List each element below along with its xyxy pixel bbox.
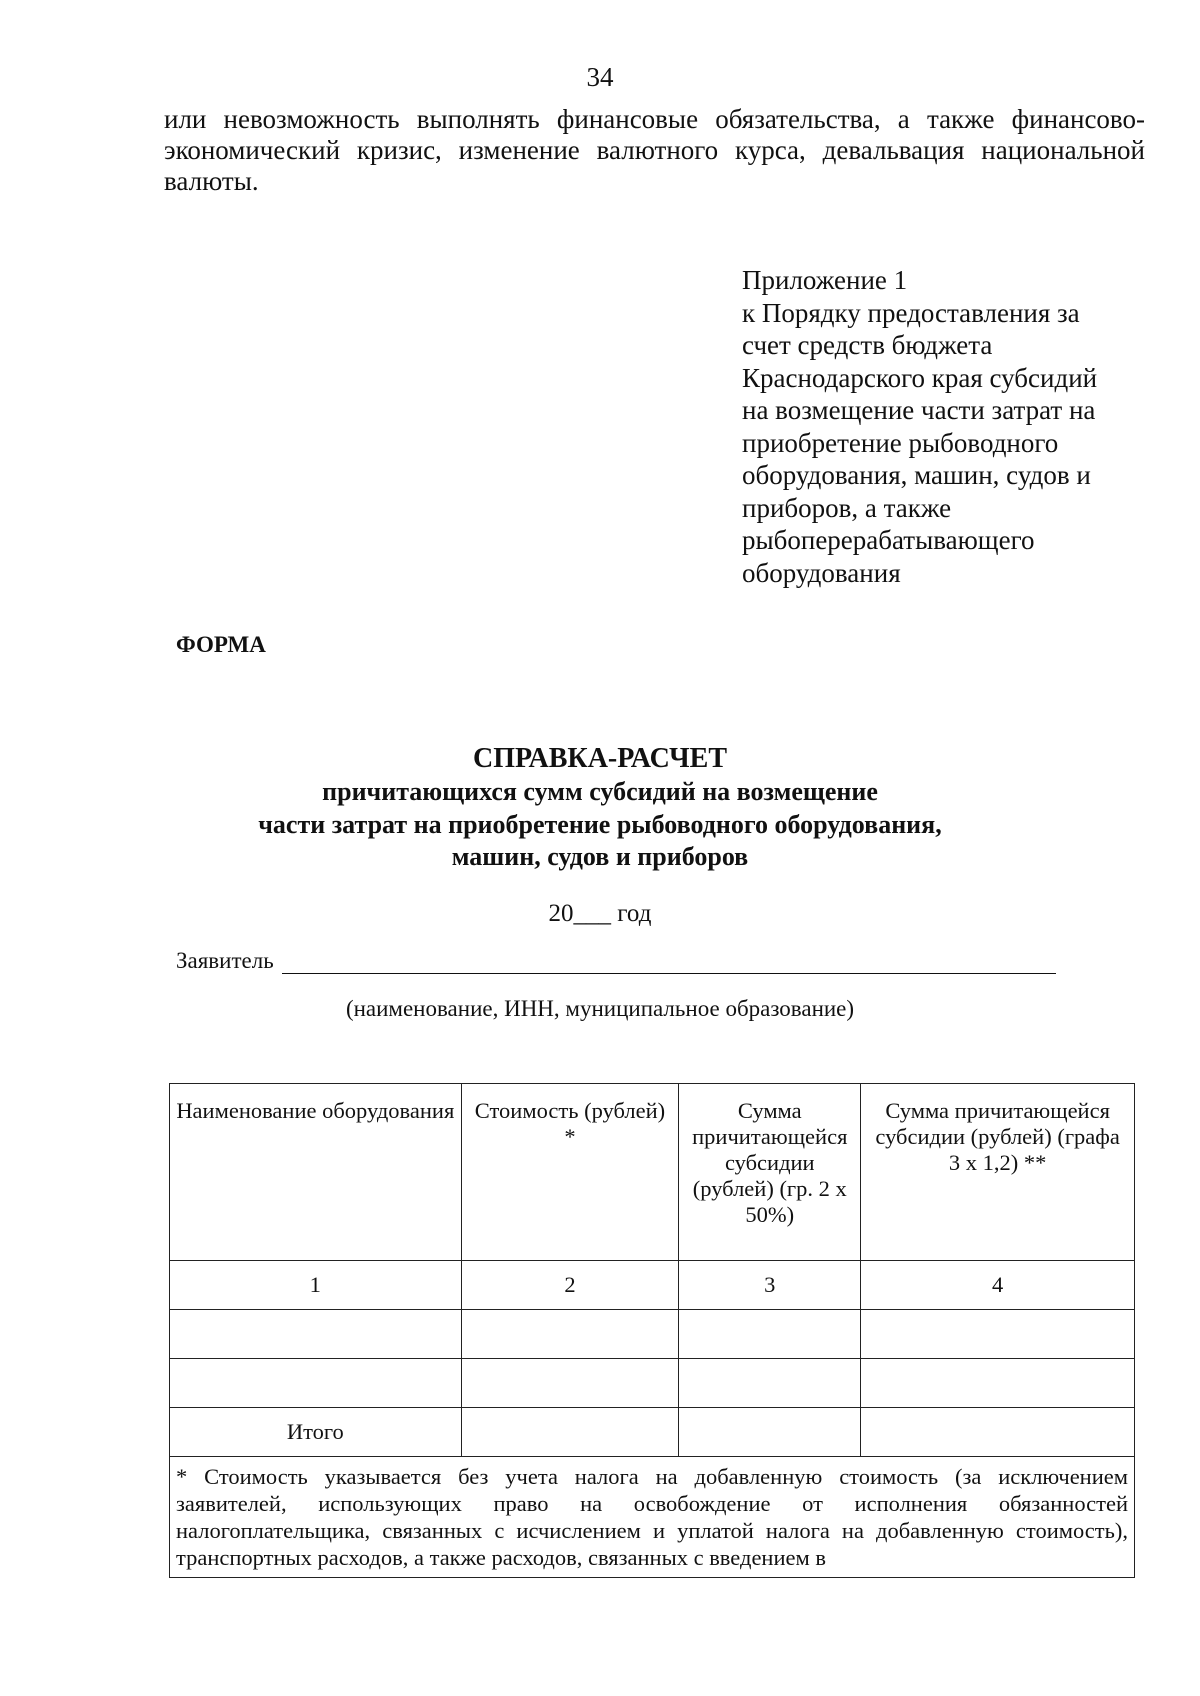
table-row [170, 1310, 1135, 1359]
subtitle-line: машин, судов и приборов [451, 842, 749, 871]
appendix-line: приобретение рыбоводного [742, 427, 1059, 458]
appendix-line: приборов, а также [742, 492, 952, 523]
table-cell[interactable] [861, 1310, 1135, 1359]
table-cell[interactable] [170, 1359, 462, 1408]
table-cell[interactable] [861, 1408, 1135, 1457]
table-cell[interactable] [679, 1310, 861, 1359]
table-header-row [170, 1084, 1135, 1261]
year-line: 20___ год [548, 900, 652, 927]
applicant-row [176, 948, 1056, 974]
appendix-line: оборудования, машин, судов и [742, 460, 1091, 490]
header-subsidy-50: Сумма причитающейся субсидии (рублей) (гр. 2 х 50%) [679, 1084, 861, 1261]
page-number: 34 [586, 62, 614, 92]
total-label: Итого [170, 1408, 462, 1457]
column-number: 3 [679, 1261, 861, 1310]
appendix-line: рыбоперерабатывающего [742, 525, 1035, 555]
appendix-line: счет средств бюджета [742, 330, 993, 360]
appendix-line: Краснодарского края субсидий [742, 362, 1098, 393]
appendix-line: оборудования [742, 557, 901, 588]
table-cell[interactable] [461, 1310, 679, 1359]
column-number: 1 [170, 1261, 462, 1310]
appendix-line: к Порядку предоставления за [742, 297, 1080, 328]
applicant-blank-line[interactable] [282, 951, 1056, 974]
calculation-table [169, 1083, 1135, 1578]
column-number-row [170, 1261, 1135, 1310]
appendix-line: Приложение 1 [742, 265, 908, 295]
header-equipment-name: Наименование оборудования [170, 1084, 462, 1261]
total-row [170, 1408, 1135, 1457]
column-number: 2 [461, 1261, 679, 1310]
table-cell[interactable] [170, 1310, 462, 1359]
footnote-text: * Стоимость указывается без учета налога на добавленную стоимость (за исключением заявителей, использующих право на освобождение от исполнения обязанностей налогоплательщика, связанных с исчислением и уплатой налога на добавленную стоимость), транспортных расходов, а также расходов, связанных с введением в [170, 1457, 1135, 1578]
document-subtitle [0, 776, 1200, 874]
footnote-row [170, 1457, 1135, 1578]
table-cell[interactable] [461, 1408, 679, 1457]
table-row [170, 1359, 1135, 1408]
document-title: СПРАВКА-РАСЧЕТ [472, 743, 728, 774]
subtitle-line: причитающихся сумм субсидий на возмещение [322, 777, 878, 806]
table-cell[interactable] [679, 1359, 861, 1408]
table-cell[interactable] [861, 1359, 1135, 1408]
table-cell[interactable] [679, 1408, 861, 1457]
appendix-block [742, 264, 1162, 589]
subtitle-line: части затрат на приобретение рыбоводного оборудования, [258, 809, 942, 839]
continuation-paragraph: или невозможность выполнять финансовые обязательства, а также финансово-экономический кризис, изменение валютного курса, девальвация национальной валюты. [164, 104, 1145, 196]
header-subsidy-1-2: Сумма причитающейся субсидии (рублей) (графа 3 х 1,2) ** [861, 1084, 1135, 1261]
applicant-hint: (наименование, ИНН, муниципальное образование) [345, 996, 855, 1021]
header-cost: Стоимость (рублей) * [461, 1084, 679, 1261]
appendix-line: на возмещение части затрат на [742, 395, 1096, 425]
applicant-label: Заявитель [176, 948, 274, 973]
table-cell[interactable] [461, 1359, 679, 1408]
column-number: 4 [861, 1261, 1135, 1310]
form-label: ФОРМА [176, 632, 266, 657]
